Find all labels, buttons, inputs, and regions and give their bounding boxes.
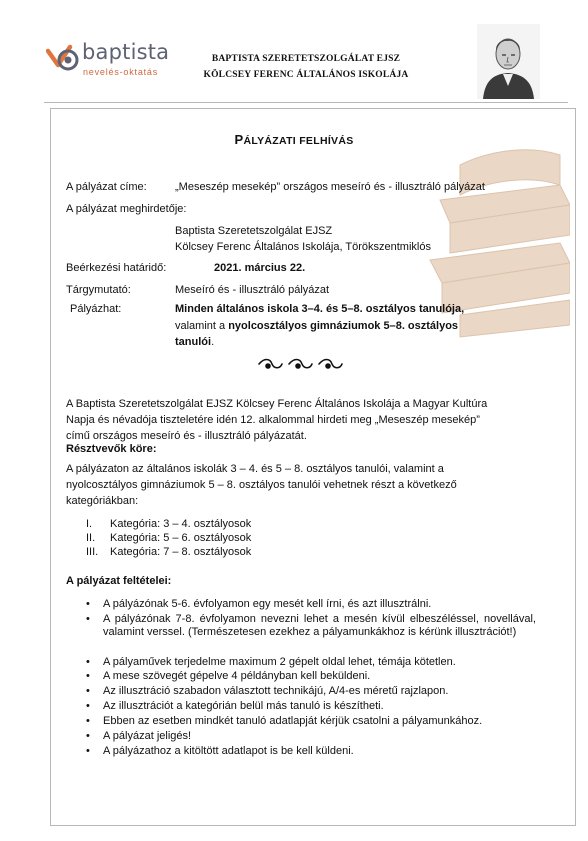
palyazhat-line-1: Minden általános iskola 3–4. és 5–8. osztályos tanulója, (175, 303, 465, 315)
category-number: II. (86, 532, 96, 544)
category-item (86, 532, 251, 544)
condition-text: A pályázat jeligés! (103, 730, 192, 742)
logo-mark-icon (46, 43, 79, 73)
bullet-icon: • (86, 715, 90, 727)
org-line-2: KÖLCSEY FERENC ÁLTALÁNOS ISKOLÁJA (203, 70, 409, 80)
fleuron-ornament-icon (256, 356, 346, 372)
cim-value: „Meseszép mesekép” országos meseíró és - illusztráló pályázat (175, 181, 485, 193)
condition-item (86, 670, 536, 684)
condition-text: A pályázónak 5-6. évfolyamon egy mesét kell írni, és azt illusztrálni. (103, 598, 432, 610)
bullet-icon: • (86, 685, 90, 697)
condition-item (86, 598, 536, 612)
meghirdeto-label: A pályázat meghirdetője: (66, 203, 187, 215)
logo-tagline: nevelés-oktatás (83, 67, 159, 77)
palyazhat-line-3 (175, 336, 214, 348)
category-item (86, 518, 251, 530)
org-line-1: BAPTISTA SZERETETSZOLGÁLAT EJSZ (211, 54, 401, 64)
palyazhat-line-3-end: . (211, 336, 215, 348)
condition-text: Az illusztráció szabadon választott technikájú, A/4-es méretű rajzlapon. (103, 685, 449, 697)
intro-line-1: A Baptista Szeretetszolgálat EJSZ Kölcsey Ferenc Általános Iskolája a Magyar Kultúra (66, 398, 488, 410)
condition-item (86, 613, 536, 655)
condition-text: A pályázónak 7-8. évfolyamon nevezni lehet a mesén kívül elbeszéléssel, novellával, valamint verssel. (Természetesen ezekhez a pályamunkákhoz is kérünk illusztrációt!) (103, 613, 536, 638)
hatarido-label: Beérkezési határidő: (66, 262, 167, 274)
category-number: I. (86, 518, 93, 530)
cim-label: A pályázat címe: (66, 181, 147, 193)
category-text: Kategória: 3 – 4. osztályosok (110, 518, 252, 530)
condition-text: A pályázathoz a kitöltött adatlapot is be kell küldeni. (103, 745, 354, 757)
page-title (0, 132, 588, 147)
bullet-icon: • (86, 613, 90, 625)
bullet-icon: • (86, 598, 90, 610)
title-rest: ÁLYÁZATI FELHÍVÁS (243, 135, 354, 147)
resztvevok-paragraph (66, 461, 536, 509)
bullet-icon: • (86, 656, 90, 668)
header-divider (44, 102, 568, 103)
category-number: III. (86, 546, 99, 558)
palyazhat-label: Pályázhat: (70, 303, 122, 315)
palyazhat-line-3-text: tanulói (175, 336, 212, 348)
organisation-header (186, 51, 426, 83)
category-item (86, 546, 251, 558)
resztvevok-heading: Résztvevők köre: (66, 443, 157, 455)
bullet-icon: • (86, 745, 90, 757)
targy-label: Tárgymutató: (66, 284, 131, 296)
baptista-logo (46, 40, 181, 80)
condition-text: A pályaművek terjedelme maximum 2 gépelt oldal lehet, témája kötetlen. (103, 656, 456, 668)
category-text: Kategória: 5 – 6. osztályosok (110, 532, 252, 544)
resztvevok-line-1: A pályázaton az általános iskolák 3 – 4. és 5 – 8. osztályos tanulói, valamint a (66, 463, 444, 475)
condition-item (86, 730, 536, 744)
intro-line-2: Napja és névadója tiszteletére idén 12. alkalommal hirdeti meg „Meseszép mesekép” (66, 414, 480, 426)
condition-item (86, 745, 536, 759)
palyazhat-line-2b: nyolcosztályos gimnáziumok 5–8. osztályos (228, 320, 459, 332)
condition-text: Az illusztrációt a kategórián belül más tanuló is készítheti. (103, 700, 384, 712)
intro-line-3: című országos meseíró és - illusztráló pályázatát. (66, 430, 307, 442)
intro-paragraph (66, 396, 536, 444)
category-text: Kategória: 7 – 8. osztályosok (110, 546, 252, 558)
meghirdeto-line-2: Kölcsey Ferenc Általános Iskolája, Törökszentmiklós (175, 241, 431, 253)
meghirdeto-line-1: Baptista Szeretetszolgálat EJSZ (175, 225, 333, 237)
condition-item (86, 685, 536, 699)
condition-text: A mese szövegét gépelve 4 példányban kell beküldeni. (103, 670, 371, 682)
condition-item (86, 715, 536, 729)
condition-item (86, 700, 536, 714)
title-first-letter: P (234, 132, 244, 147)
resztvevok-line-3: kategóriákban: (66, 495, 139, 507)
palyazhat-line-2 (175, 320, 536, 332)
resztvevok-line-2: nyolcosztályos gimnáziumok 5 – 8. osztályos tanulói vehetnek részt a következő (66, 479, 457, 491)
feltetelek-heading: A pályázat feltételei: (66, 575, 172, 587)
targy-value: Meseíró és - illusztráló pályázat (175, 284, 330, 296)
kolcsey-portrait-image (477, 24, 540, 99)
bullet-icon: • (86, 730, 90, 742)
bullet-icon: • (86, 670, 90, 682)
condition-text: Ebben az esetben mindkét tanuló adatlapját kérjük csatolni a pályamunkához. (103, 715, 483, 727)
bullet-icon: • (86, 700, 90, 712)
logo-name: baptista (82, 40, 170, 64)
palyazhat-line-2a: valamint a (175, 320, 229, 332)
hatarido-value: 2021. március 22. (214, 262, 306, 274)
condition-item (86, 656, 536, 670)
